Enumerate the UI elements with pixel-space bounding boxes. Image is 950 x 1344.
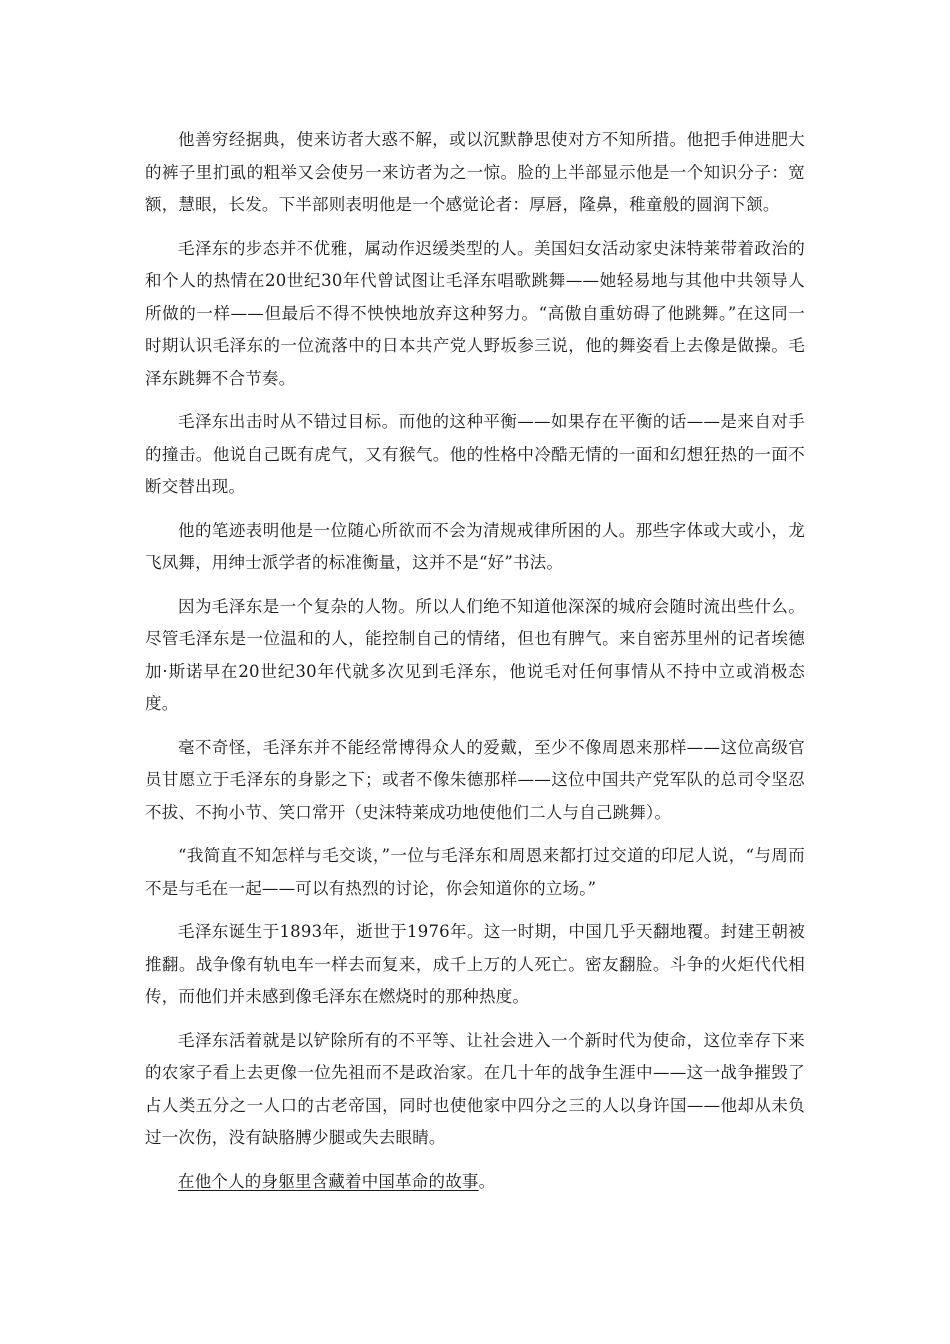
final-punctuation: 。	[478, 1171, 496, 1191]
text-body	[145, 124, 805, 1209]
paragraph-final	[145, 1166, 805, 1199]
paragraph-9: 毛泽东活着就是以铲除所有的不平等、让社会进入一个新时代为使命，这位幸存下来的农家子看上去更像一位先祖而不是政治家。在几十年的战争生涯中——这一战争摧毁了占人类五分之一人口的古老帝国，同时也使他家中四分之三的人以身许国——他却从未负过一次伤，没有缺胳膊少腿或失去眼睛。	[145, 1030, 805, 1147]
paragraph-5: 因为毛泽东是一个复杂的人物。所以人们绝不知道他深深的城府会随时流出些什么。尽管毛泽东是一位温和的人，能控制自己的情绪，但也有脾气。来自密苏里州的记者埃德加·斯诺早在20世纪30年代就多次见到毛泽东，他说毛对任何事情从不持中立或消极态度。	[145, 596, 805, 713]
paragraph-2: 毛泽东的步态并不优雅，属动作迟缓类型的人。美国妇女活动家史沫特莱带着政治的和个人的热情在20世纪30年代曾试图让毛泽东唱歌跳舞——她轻易地与其他中共领导人所做的一样——但最后不得不怏怏地放弃这种努力。“高傲自重妨碍了他跳舞。”在这同一时期认识毛泽东的一位流落中的日本共产党人野坂参三说，他的舞姿看上去像是做操。毛泽东跳舞不合节奏。	[145, 238, 805, 388]
paragraph-6: 毫不奇怪，毛泽东并不能经常博得众人的爱戴，至少不像周恩来那样——这位高级官员甘愿立于毛泽东的身影之下；或者不像朱德那样——这位中国共产党军队的总司令坚忍不拔、不拘小节、笑口常开（史沫特莱成功地使他们二人与自己跳舞）。	[145, 737, 805, 822]
paragraph-7: “我简直不知怎样与毛交谈，”一位与毛泽东和周恩来都打过交道的印尼人说，“与周而不是与毛在一起——可以有热烈的讨论，你会知道你的立场。”	[145, 846, 805, 898]
underlined-sentence: 在他个人的身躯里含藏着中国革命的故事	[178, 1171, 479, 1191]
paragraph-1: 他善穷经据典，使来访者大惑不解，或以沉默静思使对方不知所措。他把手伸进肥大的裤子里扪虱的粗举又会使另一来访者为之一惊。脸的上半部显示他是一个知识分子：宽额，慧眼，长发。下半部则表明他是一个感觉论者：厚唇，隆鼻，稚童般的圆润下颔。	[145, 130, 805, 214]
paragraph-3: 毛泽东出击时从不错过目标。而他的这种平衡——如果存在平衡的话——是来自对手的撞击。他说自己既有虎气，又有猴气。他的性格中冷酷无情的一面和幻想狂热的一面不断交替出现。	[145, 412, 805, 496]
paragraph-8: 毛泽东诞生于1893年，逝世于1976年。这一时期，中国几乎天翻地覆。封建王朝被推翻。战争像有轨电车一样去而复来，成千上万的人死亡。密友翻脸。斗争的火炬代代相传，而他们并未感到像毛泽东在燃烧时的那种热度。	[145, 922, 805, 1006]
paragraph-4: 他的笔迹表明他是一位随心所欲而不会为清规戒律所困的人。那些字体或大或小，龙飞凤舞，用绅士派学者的标准衡量，这并不是“好”书法。	[145, 520, 805, 572]
